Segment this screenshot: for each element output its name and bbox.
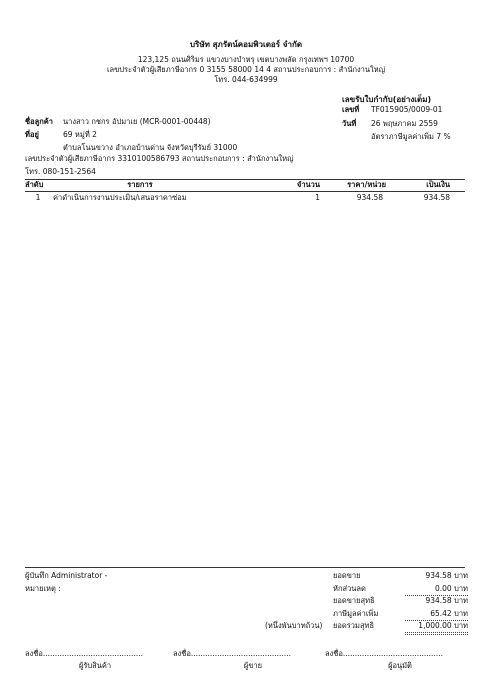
row-qty: 1 [315,193,320,202]
signature-role-seller: ผู้ขาย [243,661,263,670]
signature-line-seller: ลงชื่อ.......................................... [173,649,291,658]
table-top-rule [25,179,465,180]
signature-line-approver: ลงชื่อ.......................................... [325,649,443,658]
amount-in-words: (หนึ่งพันบาทถ้วน) [265,621,323,630]
company-address: 123,125 ถนนศิริมร แขวงบางบำหรุ เขตบางพลัด กรุงเทพฯ 10700 [137,55,355,64]
vat-rate: อัตราภาษีมูลค่าเพิ่ม 7 % [371,132,451,141]
table-header-amount: เป็นเงิน [426,180,450,189]
signature-role-approver: ผู้อนุมัติ [388,661,412,670]
total-value-sales: 934.58 บาท [425,571,468,580]
total-label-net-sales: ยอดขายสุทธิ [333,596,375,605]
customer-address-line2: ตำบลโนนขวาง อำเภอบ้านด่าน จังหวัดบุรีรัมย์ 31000 [63,143,238,152]
customer-phone: โทร. 080-151-2564 [25,167,96,176]
document-date-label: วันที่ [342,119,357,128]
table-header-unit-price: ราคา/หน่วย [347,180,386,189]
customer-tax-line: เลขประจำตัวผู้เสียภาษีอากร 3310100586793 สถานประกอบการ : สำนักงานใหญ่ [25,154,294,163]
remark-label: หมายเหตุ : [25,584,61,593]
total-value-vat: 65.42 บาท [430,609,468,618]
total-value-grand: 1,000.00 บาท [418,621,468,630]
table-header-rule [25,191,465,192]
footer-top-rule [25,567,465,568]
total-label-grand: ยอดรวมสุทธิ [333,621,375,630]
signature-line-receiver: ลงชื่อ.......................................... [25,649,143,658]
total-value-discount: 0.00 บาท [435,584,468,593]
total-value-net-sales: 934.58 บาท [425,596,468,605]
customer-address-line1: 69 หมู่ที่ 2 [63,130,97,139]
grand-total-rule-double [405,634,468,635]
customer-name: นางสาว กชกร อัปมาเย (MCR-0001-00448) [63,117,211,126]
row-no: 1 [35,193,41,202]
company-tax-line: เลขประจำตัวผู้เสียภาษีอากร 0 3155 58000 14 4 สถานประกอบการ : สำนักงานใหญ่ [106,65,386,74]
grand-total-rule [405,632,468,633]
total-label-vat: ภาษีมูลค่าเพิ่ม [333,609,379,618]
table-header-item: รายการ [127,180,153,189]
table-header-no: ลำดับ [25,180,44,189]
company-phone: โทร. 044-634999 [214,75,278,84]
row-item: ค่าดำเนินการงานประเมิน/เสนอราคาซ่อม [53,193,187,202]
total-label-sales: ยอดขาย [333,571,361,580]
total-label-discount: หักส่วนลด [333,584,366,593]
company-name: บริษัท สุภรัตน์คอมพิวเตอร์ จำกัด [189,40,303,49]
row-amount: 934.58 [423,193,450,202]
document-title: เลขรับใบกำกับ(อย่างเต็ม) [342,95,432,104]
document-date: 26 พฤษภาคม 2559 [371,119,438,128]
table-header-qty: จำนวน [296,180,320,189]
row-unit-price: 934.58 [356,193,383,202]
recorder: ผู้บันทึก Administrator - [25,571,108,580]
document-number: TF015905/0009-01 [371,105,443,114]
customer-address-label: ที่อยู่ [25,130,39,139]
signature-role-receiver: ผู้รับสินค้า [78,661,112,670]
document-number-label: เลขที่ [342,105,360,114]
customer-name-label: ชื่อลูกค้า [25,117,53,126]
